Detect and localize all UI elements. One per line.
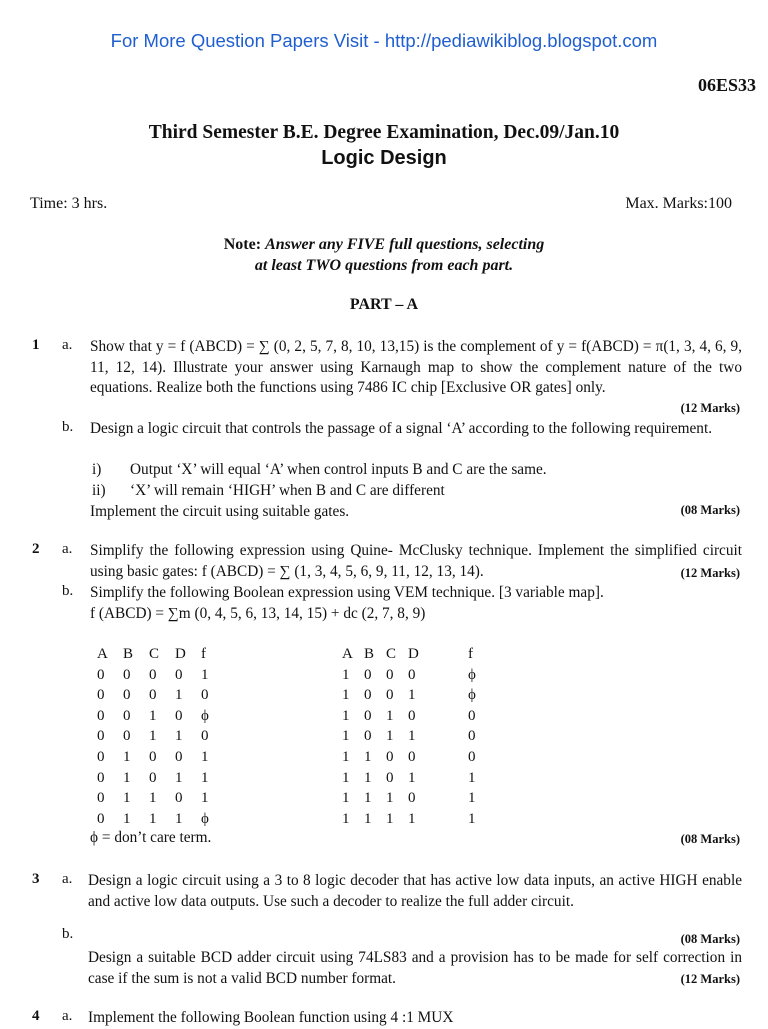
truth-table-cell: 0: [468, 748, 476, 765]
q3b-text: Design a suitable BCD adder circuit using 74LS83 and a provision has to be made for self correction in case if the sum is not a valid BCD number format.: [88, 949, 742, 987]
truth-table-cell: 1: [149, 810, 157, 827]
truth-table-cell: 0: [123, 728, 131, 745]
truth-table-row: [342, 747, 488, 768]
truth-table-cell: 0: [175, 666, 183, 683]
question-2-number: 2: [32, 541, 40, 557]
question-4-number: 4: [32, 1008, 40, 1024]
truth-table-cell: 1: [386, 790, 394, 807]
header-f: f: [201, 646, 206, 662]
website-banner: For More Question Papers Visit - http://pediawikiblog.blogspot.com: [110, 30, 658, 51]
truth-table-cell: 0: [149, 666, 157, 683]
truth-table-cell: 0: [97, 748, 105, 765]
truth-table-cell: 1: [201, 769, 209, 786]
q2b-marks: (08 Marks): [680, 832, 740, 846]
truth-table-cell: 1: [386, 707, 394, 724]
truth-table-cell: 1: [149, 728, 157, 745]
truth-table-cell: 1: [342, 666, 350, 683]
truth-table-cell: 1: [342, 728, 350, 745]
truth-table-cell: 0: [408, 790, 416, 807]
truth-table-cell: 1: [364, 748, 372, 765]
truth-table-cell: 0: [175, 748, 183, 765]
truth-table-cell: 1: [201, 666, 209, 683]
truth-table-cell: 1: [342, 748, 350, 765]
truth-table-cell: 0: [123, 687, 131, 704]
truth-table-row: [342, 726, 488, 747]
header-c: C: [386, 646, 397, 662]
truth-table-row: [97, 665, 221, 686]
question-3-number: 3: [32, 871, 40, 887]
truth-table-cell: 1: [386, 810, 394, 827]
truth-table-cell: 1: [201, 790, 209, 807]
truth-table-cell: 0: [408, 666, 416, 683]
truth-table-cell: 1: [175, 687, 183, 704]
part-a-heading: PART – A: [349, 296, 419, 313]
note-line-1: Answer any FIVE full questions, selecting: [265, 236, 545, 253]
truth-table-cell: 0: [386, 748, 394, 765]
truth-table-cell: 1: [364, 790, 372, 807]
truth-table-cell: 0: [97, 790, 105, 807]
truth-table-cell: 1: [175, 810, 183, 827]
q1b-i-label: i): [92, 461, 102, 478]
truth-table-cell: 0: [201, 687, 209, 704]
q1a-label: a.: [62, 337, 73, 353]
header-d: D: [408, 646, 419, 662]
truth-table-right-header: [342, 644, 488, 665]
truth-table-cell: ϕ: [201, 810, 209, 827]
q3a-label: a.: [62, 871, 73, 887]
truth-table-cell: ϕ: [201, 707, 209, 724]
truth-table-row: [342, 768, 488, 789]
truth-table-cell: 1: [468, 769, 476, 786]
truth-table-cell: 1: [123, 769, 131, 786]
truth-table-cell: 1: [342, 769, 350, 786]
truth-table-cell: 1: [201, 748, 209, 765]
exam-note: [0, 234, 768, 276]
header-c: C: [149, 646, 160, 662]
question-1-number: 1: [32, 337, 40, 353]
q1b-label: b.: [62, 419, 74, 435]
truth-table-right: [342, 644, 488, 829]
q2a-marks: (12 Marks): [680, 566, 740, 580]
truth-table-left: [97, 644, 221, 829]
truth-table-cell: 0: [97, 707, 105, 724]
q3a-marks: (08 Marks): [680, 932, 740, 946]
truth-table-cell: 1: [342, 687, 350, 704]
truth-table-cell: 1: [149, 707, 157, 724]
header-a: A: [342, 646, 353, 662]
subject-title: Logic Design: [321, 147, 447, 169]
truth-table-cell: 0: [123, 707, 131, 724]
truth-table-left-header: [97, 644, 221, 665]
truth-table-cell: 1: [408, 728, 416, 745]
truth-table-cell: 1: [468, 810, 476, 827]
truth-table-cell: 1: [408, 810, 416, 827]
q1b-condition-2: ‘X’ will remain ‘HIGH’ when B and C are different: [130, 482, 445, 499]
truth-table-cell: 1: [175, 728, 183, 745]
truth-table-row: [97, 788, 221, 809]
q2a-label: a.: [62, 541, 73, 557]
truth-table-cell: 1: [342, 707, 350, 724]
truth-table-cell: 0: [149, 687, 157, 704]
truth-table-cell: 0: [175, 790, 183, 807]
q1b-condition-1: Output ‘X’ will equal ‘A’ when control inputs B and C are the same.: [130, 461, 547, 478]
note-line-2: at least TWO questions from each part.: [254, 257, 514, 274]
q2b-label: b.: [62, 583, 74, 599]
truth-table-cell: 0: [386, 666, 394, 683]
paper-code: 06ES33: [697, 75, 756, 95]
truth-table-cell: 0: [364, 666, 372, 683]
truth-table-cell: 0: [97, 666, 105, 683]
truth-table-cell: 0: [386, 769, 394, 786]
header-b: B: [123, 646, 134, 662]
q4a-text: Implement the following Boolean function using 4 :1 MUX: [88, 1009, 454, 1026]
dont-care-note: ϕ = don’t care term.: [90, 829, 212, 846]
q3a-text: Design a logic circuit using a 3 to 8 logic decoder that has active low data inputs, an active HIGH enable and active low data outputs. Use such a decoder to realize the full adder circuit.: [88, 872, 742, 910]
truth-table-cell: 0: [468, 728, 476, 745]
truth-table-cell: 0: [408, 748, 416, 765]
truth-table-cell: 0: [408, 707, 416, 724]
exam-title: Third Semester B.E. Degree Examination, Dec.09/Jan.10: [148, 122, 620, 143]
q1b-implement: Implement the circuit using suitable gates.: [90, 503, 350, 520]
truth-table-row: [97, 768, 221, 789]
truth-table-row: [97, 747, 221, 768]
truth-table-cell: ϕ: [468, 666, 476, 683]
q3b-label: b.: [62, 926, 74, 942]
truth-table-cell: 0: [97, 728, 105, 745]
max-marks: Max. Marks:100: [625, 195, 732, 212]
truth-table-cell: 1: [386, 728, 394, 745]
truth-table-cell: 0: [149, 769, 157, 786]
truth-table-row: [342, 809, 488, 830]
truth-table-cell: 0: [97, 810, 105, 827]
header-d: D: [175, 646, 186, 662]
truth-table-cell: 0: [123, 666, 131, 683]
q1b-ii-label: ii): [92, 482, 106, 499]
truth-table-cell: 1: [364, 769, 372, 786]
q2b-expression: f (ABCD) = ∑m (0, 4, 5, 6, 13, 14, 15) + dc (2, 7, 8, 9): [90, 605, 426, 622]
truth-table-cell: 1: [123, 748, 131, 765]
truth-table-cell: 1: [123, 790, 131, 807]
truth-table-cell: 1: [342, 810, 350, 827]
truth-table-cell: 1: [175, 769, 183, 786]
truth-table-row: [97, 809, 221, 830]
truth-table-row: [97, 706, 221, 727]
header-a: A: [97, 646, 108, 662]
q4a-label: a.: [62, 1008, 73, 1024]
truth-table-row: [342, 788, 488, 809]
truth-table-cell: 0: [175, 707, 183, 724]
truth-table-row: [97, 685, 221, 706]
q2a-text: Simplify the following expression using Quine- McClusky technique. Implement the simplified circuit using basic gates: f (ABCD) = ∑ (1, 3, 4, 5, 6, 9, 11, 12, 13, 14).: [90, 542, 742, 580]
truth-table-cell: ϕ: [468, 687, 476, 704]
truth-table-row: [342, 706, 488, 727]
truth-table-cell: 1: [408, 769, 416, 786]
truth-table-row: [342, 665, 488, 686]
truth-table-cell: 0: [386, 687, 394, 704]
exam-duration: Time: 3 hrs.: [30, 195, 108, 212]
truth-table-cell: 0: [97, 687, 105, 704]
truth-table-cell: 1: [468, 790, 476, 807]
truth-table-cell: 1: [342, 790, 350, 807]
header-f: f: [468, 646, 473, 662]
truth-table-cell: 0: [149, 748, 157, 765]
truth-table-cell: 1: [149, 790, 157, 807]
truth-table-cell: 0: [364, 728, 372, 745]
truth-table-cell: 0: [97, 769, 105, 786]
truth-table-row: [342, 685, 488, 706]
q1b-text: Design a logic circuit that controls the passage of a signal ‘A’ according to the following requirement.: [90, 420, 713, 437]
truth-table-cell: 0: [201, 728, 209, 745]
truth-table-cell: 0: [364, 707, 372, 724]
truth-table-cell: 0: [468, 707, 476, 724]
q2b-text: Simplify the following Boolean expression using VEM technique. [3 variable map].: [90, 584, 604, 601]
q1a-text: Show that y = f (ABCD) = ∑ (0, 2, 5, 7, 8, 10, 13,15) is the complement of y = f(ABCD) = π(1, 3, 4, 6, 9, 11, 12, 14). Illustrate your answer using Karnaugh map to show the complement nature of the two equations. Realize both the functions using 7486 IC chip [Exclusive OR gates] only.: [90, 338, 742, 396]
truth-table-cell: 1: [364, 810, 372, 827]
truth-table-cell: 1: [408, 687, 416, 704]
q1a-marks: (12 Marks): [680, 401, 740, 415]
truth-table-row: [97, 726, 221, 747]
header-b: B: [364, 646, 375, 662]
truth-table-cell: 1: [123, 810, 131, 827]
q1b-marks: (08 Marks): [680, 503, 740, 517]
truth-table-cell: 0: [364, 687, 372, 704]
note-label: Note:: [223, 236, 262, 253]
q3b-marks: (12 Marks): [680, 972, 740, 986]
